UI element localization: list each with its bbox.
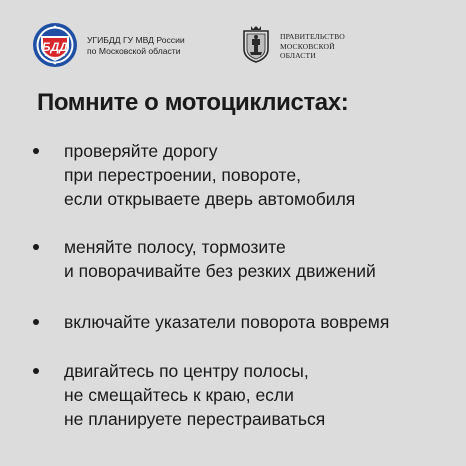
list-item-line: при перестроении, повороте, xyxy=(64,165,301,185)
list-item-line: включайте указатели поворота вовремя xyxy=(64,312,390,332)
list-item-line: не планируете перестраиваться xyxy=(64,409,326,429)
bullet-icon xyxy=(33,368,39,374)
list-item-line: не смещайтесь к краю, если xyxy=(64,385,294,405)
moscow-region-coat-of-arms-icon xyxy=(242,25,270,63)
right-org-line1: ПРАВИТЕЛЬСТВО xyxy=(280,32,345,41)
page-title: Помните о мотоциклистах: xyxy=(37,89,349,116)
bullet-icon xyxy=(33,148,39,154)
left-org-line2: по Московской области xyxy=(87,46,181,56)
left-org-line1: УГИБДД ГУ МВД России xyxy=(87,35,185,45)
header xyxy=(32,22,446,68)
right-org-line3: ОБЛАСТИ xyxy=(280,51,316,60)
right-org-name xyxy=(280,32,345,61)
bullet-icon xyxy=(33,244,39,250)
list-item-line: проверяйте дорогу xyxy=(64,141,218,161)
list-item-line: меняйте полосу, тормозите xyxy=(64,237,286,257)
right-org-line2: МОСКОВСКОЙ xyxy=(280,41,335,51)
list-item-line: если открываете дверь автомобиля xyxy=(64,189,356,209)
bullet-icon xyxy=(33,319,39,325)
left-org-name xyxy=(87,35,185,57)
list-item-line: и поворачивайте без резких движений xyxy=(64,261,376,281)
list-item-line: двигайтесь по центру полосы, xyxy=(64,361,309,381)
logo-text: БДД xyxy=(42,40,68,54)
traffic-police-emblem-icon xyxy=(32,22,78,68)
